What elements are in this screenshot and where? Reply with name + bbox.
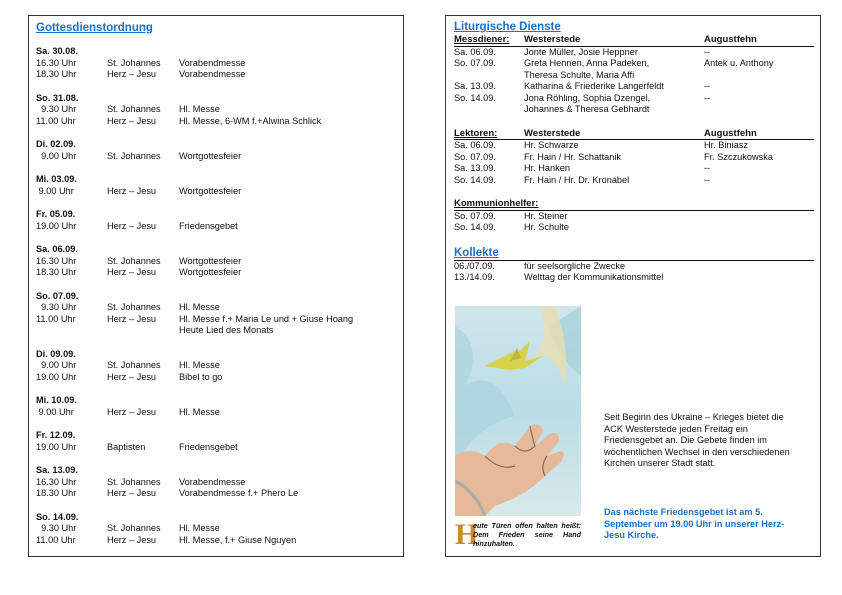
day-date: Sa. 06.09.	[36, 244, 78, 254]
service-church: Herz – Jesu	[107, 185, 157, 196]
service-event: Hl. Messe	[179, 360, 220, 370]
day-date: So. 14.09.	[36, 511, 79, 522]
schedule-day	[36, 465, 396, 500]
duty-westerstede: Johannes & Theresa Gebhardt	[524, 104, 650, 114]
schedule-row	[36, 302, 396, 314]
kollekte-date: 13./14.09.	[454, 272, 495, 282]
service-church: St. Johannes	[107, 150, 161, 161]
messdiener-rows	[454, 47, 814, 116]
schedule-row	[36, 360, 396, 372]
kollekte-row	[454, 272, 814, 284]
service-event: Hl. Messe	[179, 523, 220, 533]
kommunion-label: Kommunionhelfer:	[454, 198, 539, 209]
kollekte-purpose: Welttag der Kommunikationsmittel	[524, 272, 664, 282]
messdiener-block	[454, 34, 814, 116]
kollekte-purpose: für seelsorgliche Zwecke	[524, 260, 626, 271]
schedule-row	[36, 477, 396, 489]
peace-prayer-note: Das nächste Friedensgebet ist am 5. September um 19.00 Uhr in unserer Herz-Jesu Kirche.	[604, 507, 785, 540]
service-church: St. Johannes	[107, 104, 161, 114]
service-church: Herz – Jesu	[107, 534, 157, 545]
duty-augustfehn	[704, 70, 814, 82]
lektoren-col-west: Westerstede	[524, 127, 581, 139]
service-time: 9.00 Uhr	[36, 406, 74, 417]
liturgy-content	[454, 20, 814, 296]
messdiener-row	[454, 93, 814, 105]
peace-prayer-text: Seit Beginn des Ukraine – Krieges bietet die ACK Westerstede jeden Freitag ein Friedensgebet an. Die Gebete finden im wöchentlichen Wechsel in den verschiedenen Kirchen unserer Stadt statt.	[604, 412, 790, 468]
messdiener-row	[454, 104, 814, 116]
duty-date	[454, 104, 524, 116]
liturgy-title: Liturgische Dienste	[454, 21, 561, 33]
schedule-day	[36, 512, 396, 547]
service-time	[36, 325, 107, 337]
day-date: Di. 02.09.	[36, 139, 76, 149]
schedule-day	[36, 46, 396, 81]
duty-date: So. 14.09.	[454, 92, 496, 103]
messdiener-label: Messdiener:	[454, 34, 510, 45]
lektoren-row	[454, 152, 814, 164]
schedule-row	[36, 325, 396, 337]
duty-westerstede: Greta Hennen, Anna Padeken,	[524, 58, 650, 68]
schedule-row	[36, 104, 396, 116]
lektoren-row	[454, 163, 814, 175]
schedule-day	[36, 430, 396, 453]
artwork-caption	[455, 518, 581, 554]
kommunion-row	[454, 222, 814, 234]
day-date: So. 31.08.	[36, 92, 79, 103]
schedule-day	[36, 244, 396, 279]
duty-westerstede: Jona Röhling, Sophia Dzengel,	[524, 92, 651, 103]
service-time: 16.30 Uhr	[36, 57, 77, 68]
messdiener-row	[454, 47, 814, 59]
duty-augustfehn: Fr. Szczukowska	[704, 151, 773, 162]
schedule-page	[28, 15, 404, 557]
service-time: 9.30 Uhr	[36, 302, 77, 312]
service-church: Herz – Jesu	[107, 371, 157, 382]
service-church: St. Johannes	[107, 360, 161, 370]
schedule-row	[36, 116, 396, 128]
service-time: 11.00 Uhr	[36, 534, 76, 545]
service-church: Herz – Jesu	[107, 406, 157, 417]
schedule-day	[36, 139, 396, 162]
service-time: 11.00 Uhr	[36, 313, 76, 324]
schedule-row	[36, 488, 396, 500]
schedule-list	[36, 46, 396, 558]
schedule-title: Gottesdienstordnung	[36, 22, 153, 34]
artwork	[455, 306, 581, 554]
duty-augustfehn: --	[704, 81, 711, 91]
schedule-row	[36, 442, 396, 454]
duty-date: So. 14.09.	[454, 174, 496, 185]
service-time: 9.00 Uhr	[36, 360, 77, 370]
schedule-day	[36, 209, 396, 232]
service-church: Herz – Jesu	[107, 488, 157, 498]
duty-westerstede: Hr. Steiner	[524, 210, 568, 221]
duty-augustfehn: --	[704, 163, 711, 173]
service-event: Hl. Messe f.+ Maria Le und + Giuse Hoang	[179, 313, 354, 324]
schedule-row	[36, 186, 396, 198]
dove-hand-painting	[455, 306, 581, 516]
service-event: Hl. Messe	[179, 406, 220, 417]
service-event: Vorabendmesse	[179, 69, 246, 79]
messdiener-row	[454, 70, 814, 82]
kollekte-rows	[454, 261, 814, 284]
service-time: 9.00 Uhr	[36, 150, 77, 161]
service-time: 18.30 Uhr	[36, 69, 77, 79]
service-church: St. Johannes	[107, 476, 161, 487]
lektoren-block	[454, 128, 814, 187]
duty-augustfehn: Antek u. Anthony	[704, 58, 774, 68]
duty-westerstede: Hr. Schulte	[524, 222, 569, 232]
service-event: Vorabendmesse	[179, 476, 246, 487]
kommunion-rows	[454, 211, 814, 234]
duty-date: So. 07.09.	[454, 151, 496, 162]
service-event: Hl. Messe, f.+ Giuse Nguyen	[179, 534, 297, 545]
day-date: Mi. 03.09.	[36, 174, 77, 184]
service-event: Wortgottesfeier	[179, 185, 242, 196]
service-event: Wortgottesfeier	[179, 255, 242, 266]
messdiener-row	[454, 58, 814, 70]
service-event: Friedensgebet	[179, 441, 238, 452]
day-date: Fr. 05.09.	[36, 209, 76, 219]
kollekte-row	[454, 261, 814, 273]
service-church: St. Johannes	[107, 302, 161, 312]
service-event: Hl. Messe, 6-WM f.+Alwina Schlick	[179, 115, 322, 126]
duty-date: Sa. 06.09.	[454, 46, 496, 57]
schedule-row	[36, 221, 396, 233]
duty-westerstede: Fr. Hain / Hr. Dr. Kronabel	[524, 174, 630, 185]
service-time: 19.00 Uhr	[36, 220, 77, 231]
duty-date: Sa. 13.09.	[454, 163, 496, 173]
schedule-row	[36, 256, 396, 268]
service-time: 11.00 Uhr	[36, 115, 76, 126]
schedule-row	[36, 372, 396, 384]
service-church: Herz – Jesu	[107, 115, 157, 126]
kommunion-header	[454, 198, 814, 210]
day-date: So. 07.09.	[36, 290, 79, 301]
kommunion-block	[454, 198, 814, 234]
caption-initial: H	[455, 518, 479, 551]
service-church: Herz – Jesu	[107, 313, 157, 324]
lektoren-rows	[454, 140, 814, 186]
schedule-row	[36, 267, 396, 279]
duty-westerstede: Fr. Hain / Hr. Schattanik	[524, 151, 622, 162]
duty-date	[454, 70, 524, 82]
duty-date: Sa. 13.09.	[454, 81, 496, 91]
day-date: Di. 09.09.	[36, 348, 76, 359]
service-time: 9.30 Uhr	[36, 523, 77, 533]
kollekte-block	[454, 246, 814, 284]
duty-date: So. 14.09.	[454, 222, 496, 232]
service-event: Bibel to go	[179, 371, 223, 382]
service-church: St. Johannes	[107, 255, 161, 266]
lektoren-row	[454, 140, 814, 152]
service-time: 16.30 Uhr	[36, 255, 77, 266]
service-time: 19.00 Uhr	[36, 371, 77, 382]
service-event: Hl. Messe	[179, 104, 220, 114]
lektoren-col-aug: Augustfehn	[704, 127, 757, 139]
messdiener-col-aug: Augustfehn	[704, 34, 757, 45]
duty-augustfehn	[704, 104, 814, 116]
schedule-row	[36, 407, 396, 419]
lektoren-row	[454, 175, 814, 187]
service-time: 9.00 Uhr	[36, 185, 74, 196]
schedule-day	[36, 93, 396, 128]
service-church: Herz – Jesu	[107, 69, 157, 79]
service-church: Herz – Jesu	[107, 220, 157, 231]
duty-date: So. 07.09.	[454, 58, 496, 68]
schedule-row	[36, 535, 396, 547]
duty-augustfehn: --	[704, 46, 711, 57]
service-church: St. Johannes	[107, 57, 161, 68]
duty-date: So. 07.09.	[454, 210, 496, 221]
kollekte-title: Kollekte	[454, 246, 499, 259]
service-church	[107, 325, 179, 337]
service-church: St. Johannes	[107, 523, 161, 533]
service-church: Herz – Jesu	[107, 267, 157, 277]
kollekte-date: 06./07.09.	[454, 260, 495, 271]
day-date: Sa. 13.09.	[36, 465, 78, 475]
duty-westerstede: Hr. Schwarze	[524, 140, 579, 150]
schedule-row	[36, 314, 396, 326]
service-church: Baptisten	[107, 441, 146, 452]
service-event: Wortgottesfeier	[179, 150, 242, 161]
duty-augustfehn: Hr. Biniasz	[704, 140, 748, 150]
dove-hand-illustration	[455, 306, 581, 516]
kommunion-row	[454, 211, 814, 223]
duty-date: Sa. 06.09.	[454, 140, 496, 150]
duty-augustfehn: --	[704, 174, 711, 185]
service-event: Wortgottesfeier	[179, 267, 242, 277]
lektoren-header	[454, 128, 814, 140]
duty-westerstede: Jonte Müller, Josie Heppner	[524, 46, 638, 57]
service-event: Vorabendmesse f.+ Phero Le	[179, 488, 299, 498]
liturgy-page	[445, 15, 821, 557]
service-time: 9.30 Uhr	[36, 104, 77, 114]
messdiener-col-west: Westerstede	[524, 34, 581, 45]
schedule-row	[36, 523, 396, 535]
duty-augustfehn: --	[704, 92, 711, 103]
duty-westerstede: Theresa Schulte, Maria Affi	[524, 69, 635, 80]
duty-westerstede: Katharina & Friederike Langerfeldt	[524, 81, 664, 91]
schedule-row	[36, 69, 396, 81]
service-event: Heute Lied des Monats	[179, 325, 274, 335]
day-date: Mi. 10.09.	[36, 395, 77, 405]
service-event: Friedensgebet	[179, 220, 238, 231]
schedule-day	[36, 349, 396, 384]
day-date: Sa. 30.08.	[36, 46, 78, 56]
service-time: 18.30 Uhr	[36, 488, 77, 498]
service-event: Hl. Messe	[179, 302, 220, 312]
caption-text: eute Türen offen halten heißt: Dem Frieden seine Hand hinzuhalten.	[473, 521, 581, 548]
service-time: 18.30 Uhr	[36, 267, 77, 277]
schedule-day	[36, 291, 396, 337]
messdiener-header	[454, 34, 814, 46]
duty-westerstede: Hr. Hanken	[524, 163, 570, 173]
service-time: 19.00 Uhr	[36, 441, 77, 452]
service-event: Vorabendmesse	[179, 57, 246, 68]
schedule-row	[36, 151, 396, 163]
messdiener-row	[454, 81, 814, 93]
lektoren-label: Lektoren:	[454, 127, 498, 139]
day-date: Fr. 12.09.	[36, 430, 76, 440]
service-time: 16.30 Uhr	[36, 476, 77, 487]
schedule-row	[36, 58, 396, 70]
schedule-day	[36, 395, 396, 418]
schedule-day	[36, 174, 396, 197]
